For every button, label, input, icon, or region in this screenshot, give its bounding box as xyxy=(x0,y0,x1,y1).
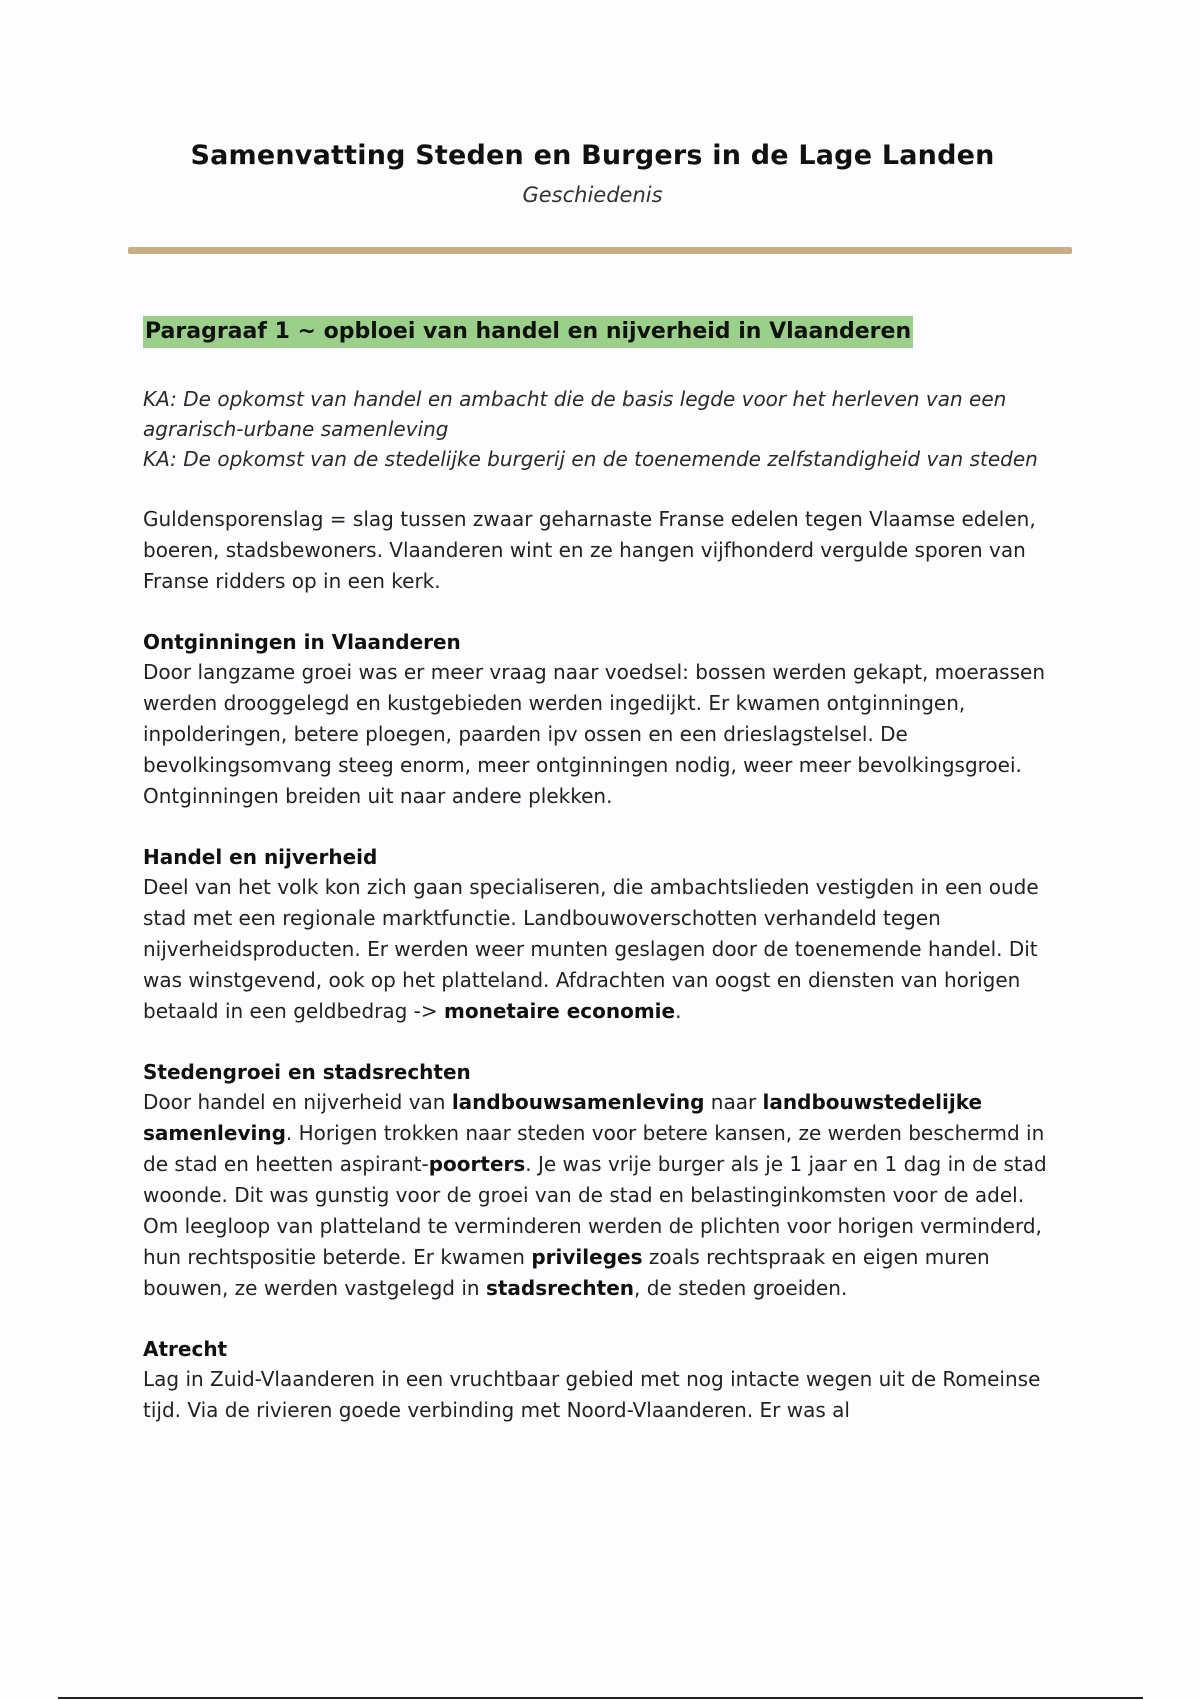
section-title: Ontginningen in Vlaanderen xyxy=(143,630,461,654)
body-text: Door handel en nijverheid van xyxy=(143,1090,452,1114)
body-text: . Horigen trokken naar steden voor betere kansen, ze werden beschermd in de stad en heetten aspirant- xyxy=(143,1121,1045,1176)
page-bottom-border xyxy=(58,1697,1143,1699)
title-divider xyxy=(128,247,1072,254)
section-body xyxy=(143,872,1063,1027)
section-ontginningen xyxy=(143,627,1063,812)
body-text: . Je was vrije burger als je 1 jaar en 1 dag in de stad woonde. Dit was gunstig voor de groei van de stad en belastinginkomsten voor de adel. Om leegloop van platteland te verminderen werden de plichten voor horigen verminderd, hun rechtspositie beterde. Er kwamen xyxy=(143,1152,1047,1269)
document-title: Samenvatting Steden en Burgers in de Lage Landen xyxy=(190,140,995,171)
paragraph-heading: Paragraaf 1 ~ opbloei van handel en nijverheid in Vlaanderen xyxy=(143,316,913,348)
bold-term: landbouwsamenleving xyxy=(451,1090,705,1114)
bold-term: stadsrechten xyxy=(485,1276,635,1300)
section-atrecht xyxy=(143,1334,1063,1426)
section-title: Atrecht xyxy=(143,1337,228,1361)
document-subtitle: Geschiedenis xyxy=(522,183,663,207)
section-title: Stedengroei en stadsrechten xyxy=(143,1060,471,1084)
section-body: Lag in Zuid-Vlaanderen in een vruchtbaar gebied met nog intacte wegen uit de Romeinse tijd. Via de rivieren goede verbinding met Noord-Vlaanderen. Er was al xyxy=(143,1367,1041,1422)
key-aspects xyxy=(143,384,1063,474)
key-aspect-2: KA: De opkomst van de stedelijke burgerij en de toenemende zelfstandigheid van steden xyxy=(143,447,1038,471)
section-body: Door langzame groei was er meer vraag naar voedsel: bossen werden gekapt, moerassen werden drooggelegd en kustgebieden werden ingedijkt. Er kwamen ontginningen, inpolderingen, betere ploegen, paarden ipv ossen en een drieslagstelsel. De bevolkingsomvang steeg enorm, meer ontginningen nodig, weer meer bevolkingsgroei. Ontginningen breiden uit naar andere plekken. xyxy=(143,660,1045,808)
body-text: naar xyxy=(704,1090,763,1114)
document-content xyxy=(143,316,1063,1426)
body-text: , de steden groeiden. xyxy=(634,1276,848,1300)
section-steden xyxy=(143,1057,1063,1304)
body-text: zoals rechtspraak en eigen muren bouwen, ze werden vastgelegd in xyxy=(143,1245,990,1300)
bold-term: poorters xyxy=(428,1152,526,1176)
intro-paragraph: Guldensporenslag = slag tussen zwaar geharnaste Franse edelen tegen Vlaamse edelen, boeren, stadsbewoners. Vlaanderen wint en ze hangen vijfhonderd vergulde sporen van Franse ridders op in een kerk. xyxy=(143,507,1036,593)
section-handel xyxy=(143,842,1063,1027)
body-text: . xyxy=(675,999,682,1023)
section-body xyxy=(143,1087,1063,1304)
section-title: Handel en nijverheid xyxy=(143,845,378,869)
paragraph-heading-wrapper xyxy=(143,316,1063,348)
key-aspect-1: KA: De opkomst van handel en ambacht die de basis legde voor het herleven van een agrarisch-urbane samenleving xyxy=(143,387,1007,441)
body-text: Deel van het volk kon zich gaan specialiseren, die ambachtslieden vestigden in een oude stad met een regionale marktfunctie. Landbouwoverschotten verhandeld tegen nijverheidsproducten. Er werden weer munten geslagen door de toenemende handel. Dit was winstgevend, ook op het platteland. Afdrachten van oogst en diensten van horigen betaald in een geldbedrag -> xyxy=(143,875,1039,1023)
bold-term: monetaire economie xyxy=(444,999,676,1023)
bold-term: landbouwstedelijke samenleving xyxy=(143,1090,983,1145)
bold-term: privileges xyxy=(531,1245,643,1269)
